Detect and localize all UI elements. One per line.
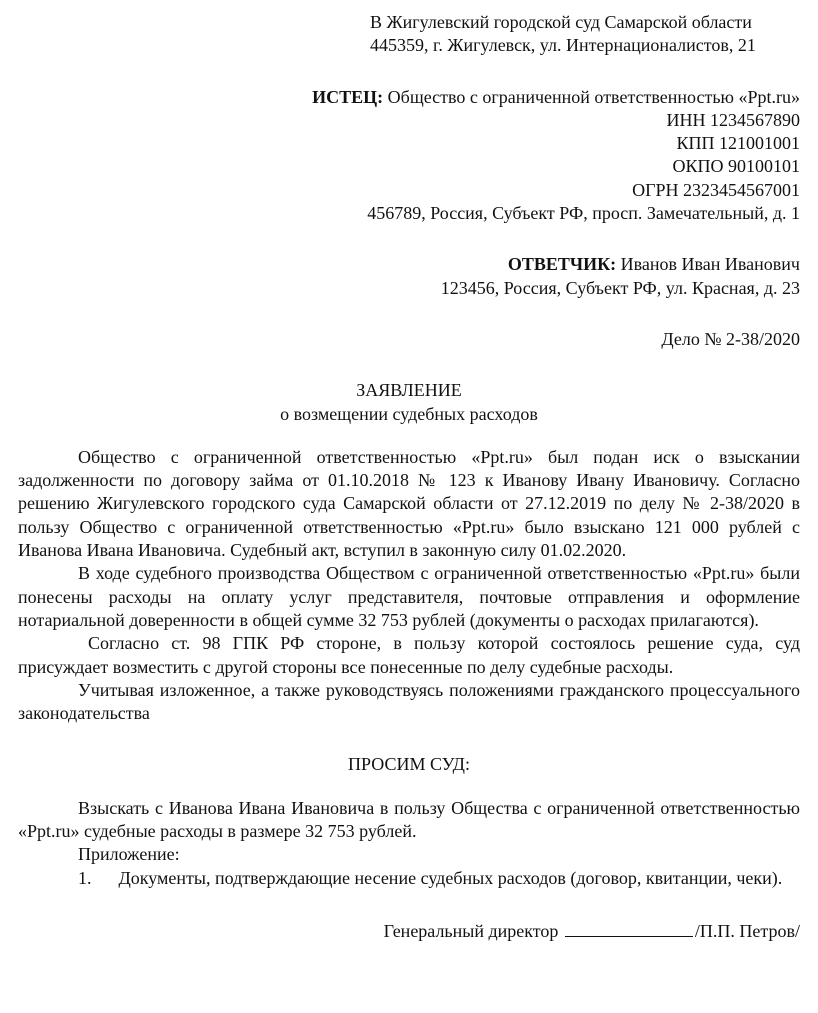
- plaintiff-kpp: КПП 121001001: [676, 133, 800, 154]
- document-title: ЗАЯВЛЕНИЕ: [356, 380, 462, 401]
- document-subtitle: о возмещении судебных расходов: [280, 403, 538, 424]
- request-header: ПРОСИМ СУД:: [348, 754, 470, 775]
- plaintiff-address: 456789, Россия, Субъект РФ, просп. Замечательный, д. 1: [367, 203, 800, 224]
- plaintiff-name: Общество с ограниченной ответственностью «Ppt.ru»: [387, 86, 800, 107]
- defendant-block: [18, 253, 800, 300]
- body-paragraph-3: Согласно ст. 98 ГПК РФ стороне, в пользу которой состоялось решение суда, суд присуждает возместить с другой стороны все понесенные по делу судебные расходы.: [18, 633, 800, 677]
- defendant-name: Иванов Иван Иванович: [620, 254, 800, 275]
- request-text: Взыскать с Иванова Ивана Ивановича в пользу Общества с ограниченной ответственностью «Ppt.ru» судебные расходы в размере 32 753 рублей.: [18, 797, 800, 842]
- plaintiff-label: ИСТЕЦ:: [312, 86, 384, 107]
- plaintiff-ogrn: ОГРН 2323454567001: [632, 179, 800, 200]
- attachment-text: Документы, подтверждающие несение судебных расходов (договор, квитанции, чеки).: [118, 867, 783, 888]
- case-number: Дело № 2-38/2020: [661, 328, 800, 349]
- plaintiff-inn: ИНН 1234567890: [666, 109, 800, 130]
- body-text: [18, 446, 800, 726]
- defendant-address: 123456, Россия, Субъект РФ, ул. Красная, д. 23: [440, 277, 800, 298]
- court-name: В Жигулевский городской суд Самарской области: [370, 12, 752, 32]
- court-address: 445359, г. Жигулевск, ул. Интернационалистов, 21: [370, 35, 756, 56]
- body-paragraph-2: В ходе судебного производства Обществом с ограниченной ответственностью «Ppt.ru» были понесены расходы на оплату услуг представителя, почтовые отправления и оформление нотариальной доверенности в общей сумме 32 753 рублей (документы о расходах прилагаются).: [18, 563, 800, 630]
- plaintiff-okpo: ОКПО 90100101: [672, 156, 800, 177]
- attachment-item-1: [18, 867, 800, 890]
- attachment-number: 1.: [78, 867, 92, 888]
- plaintiff-block: [18, 86, 800, 226]
- signature-position: Генеральный директор: [383, 920, 559, 941]
- signature-line: [565, 918, 693, 937]
- attachments-header: Приложение:: [78, 844, 180, 865]
- body-paragraph-4: Учитывая изложенное, а также руководствуясь положениями гражданского процессуального законодательства: [18, 679, 800, 724]
- signature-name: /П.П. Петров/: [694, 920, 800, 941]
- defendant-label: ОТВЕТЧИК:: [507, 254, 617, 275]
- body-paragraph-1: Общество с ограниченной ответственностью «Ppt.ru» был подан иск о взыскании задолженности по договору займа от 01.10.2018 № 123 к Иванову Ивану Ивановичу. Согласно решению Жигулевского городского суда Самарской области от 27.12.2019 по делу № 2-38/2020 в пользу Общество с ограниченной ответственностью «Ppt.ru» было взыскано 121 000 рублей с Иванова Ивана Ивановича. Судебный акт, вступил в законную силу 01.02.2020.: [18, 446, 800, 561]
- court-block: [18, 11, 800, 58]
- signature-block: [18, 918, 800, 943]
